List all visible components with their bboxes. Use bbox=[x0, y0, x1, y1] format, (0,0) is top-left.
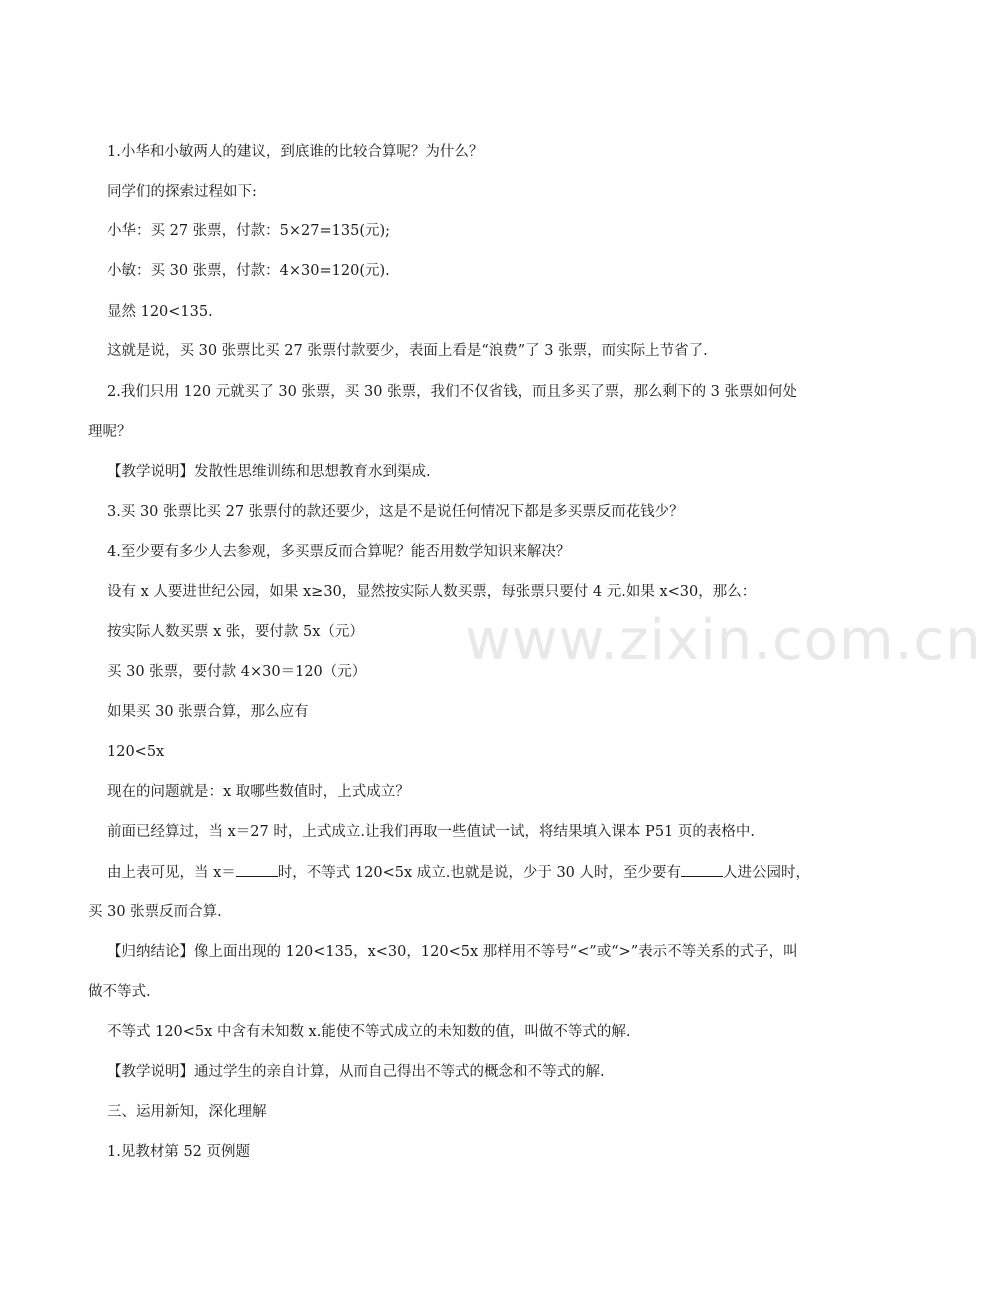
paragraph-xiaomin: 小敏：买 30 张票，付款：4×30=120(元). bbox=[107, 263, 390, 279]
paragraph-trial: 前面已经算过，当 x＝27 时，上式成立.让我们再取一些值试一试，将结果填入课本 P51 页的表格中. bbox=[107, 824, 755, 840]
answer-blank-2 bbox=[681, 862, 723, 877]
fill-text-2: 时，不等式 120<5x 成立.也就是说，少于 30 人时，至少要有 bbox=[277, 865, 682, 881]
paragraph-buy-30: 买 30 张票，要付款 4×30＝120（元） bbox=[107, 664, 367, 680]
paragraph-exploration-intro: 同学们的探索过程如下: bbox=[107, 184, 257, 200]
paragraph-comparison: 显然 120<135. bbox=[107, 304, 213, 320]
paragraph-summary: 【归纳结论】像上面出现的 120<135，x<30，120<5x 那样用不等号“<”或“>”表示不等关系的式子，叫 bbox=[107, 944, 798, 960]
paragraph-fill-blank-cont: 买 30 张票反而合算. bbox=[88, 904, 222, 920]
paragraph-question-3: 3.买 30 张票比买 27 张票付的款还要少，这是不是说任何情况下都是多买票反而花钱少？ bbox=[107, 504, 684, 520]
paragraph-question-4: 4.至少要有多少人去参观，多买票反而合算呢？能否用数学知识来解决？ bbox=[107, 544, 571, 560]
watermark: www.zixin.com.cn bbox=[465, 608, 982, 673]
fill-text-1: 由上表可见，当 x＝ bbox=[107, 865, 236, 881]
fill-text-3: 人进公园时， bbox=[723, 865, 811, 881]
inequality-formula: 120<5x bbox=[107, 744, 165, 760]
paragraph-question-2: 2.我们只用 120 元就买了 30 张票，买 30 张票，我们不仅省钱，而且多买了票，那么剩下的 3 张票如何处 bbox=[107, 384, 798, 400]
paragraph-teaching-note-2: 【教学说明】通过学生的亲自计算，从而自己得出不等式的概念和不等式的解. bbox=[107, 1064, 605, 1080]
paragraph-question-1: 1.小华和小敏两人的建议，到底谁的比较合算呢？为什么？ bbox=[107, 144, 484, 160]
paragraph-assumption: 设有 x 人要进世纪公园，如果 x≥30，显然按实际人数买票，每张票只要付 4 元.如果 x<30，那么： bbox=[107, 584, 757, 600]
section-heading-3: 三、运用新知，深化理解 bbox=[107, 1104, 267, 1120]
paragraph-actual-count: 按实际人数买票 x 张，要付款 5x（元） bbox=[107, 624, 364, 640]
paragraph-definition: 不等式 120<5x 中含有未知数 x.能使不等式成立的未知数的值，叫做不等式的解. bbox=[107, 1024, 631, 1040]
paragraph-xiaohua: 小华：买 27 张票，付款：5×27=135(元); bbox=[107, 223, 391, 239]
paragraph-conclusion-1: 这就是说，买 30 张票比买 27 张票付款要少，表面上看是“浪费”了 3 张票，而实际上节省了. bbox=[107, 343, 708, 359]
paragraph-question-2-cont: 理呢？ bbox=[88, 424, 132, 440]
answer-blank-1 bbox=[236, 862, 278, 877]
paragraph-if-cheaper: 如果买 30 张票合算，那么应有 bbox=[107, 704, 309, 720]
paragraph-teaching-note-1: 【教学说明】发散性思维训练和思想教育水到渠成. bbox=[107, 464, 431, 480]
paragraph-problem: 现在的问题就是：x 取哪些数值时，上式成立？ bbox=[107, 784, 410, 800]
paragraph-summary-cont: 做不等式. bbox=[88, 984, 151, 1000]
paragraph-fill-blank bbox=[107, 862, 810, 883]
paragraph-example: 1.见教材第 52 页例题 bbox=[107, 1144, 251, 1160]
